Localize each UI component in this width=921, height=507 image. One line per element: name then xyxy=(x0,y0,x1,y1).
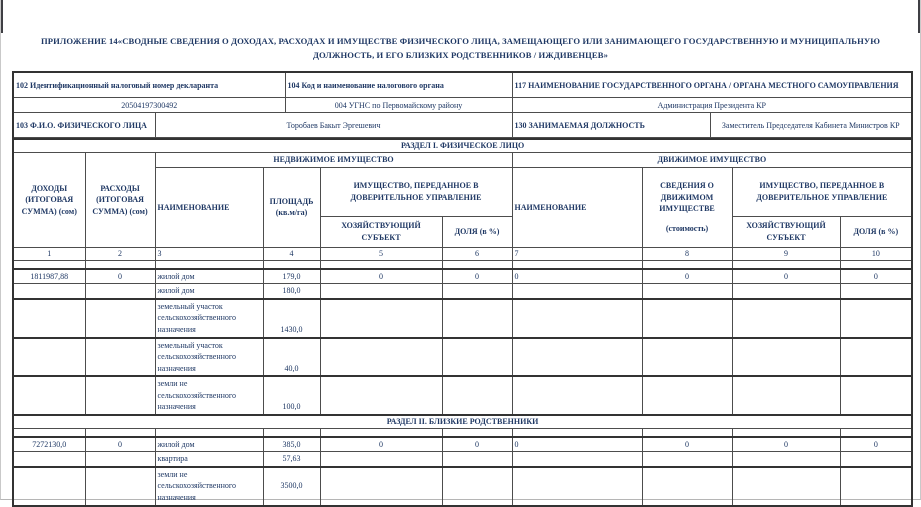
cell xyxy=(263,260,320,269)
cell xyxy=(732,299,840,338)
cell xyxy=(13,338,85,377)
col-number: 1 xyxy=(13,247,85,260)
cell xyxy=(442,284,512,299)
col-header-expenses: РАСХОДЫ (ИТОГОВАЯ СУММА) (сом) xyxy=(85,152,155,247)
cell xyxy=(155,260,263,269)
column-numbers-row xyxy=(13,247,912,260)
cell: 57,63 xyxy=(263,452,320,467)
cell: 179,0 xyxy=(263,269,320,284)
field-117-label: 117 НАИМЕНОВАНИЕ ГОСУДАРСТВЕННОГО ОРГАНА / ОРГАНА МЕСТНОГО САМОУПРАВЛЕНИЯ xyxy=(512,72,912,98)
col-header-incomes: ДОХОДЫ (ИТОГОВАЯ СУММА) (сом) xyxy=(13,152,85,247)
cell xyxy=(840,428,912,437)
table-row xyxy=(13,284,912,299)
table-row xyxy=(13,452,912,467)
cell xyxy=(263,428,320,437)
cell: жилой дом xyxy=(155,437,263,452)
col-number: 7 xyxy=(512,247,642,260)
info-labels-row xyxy=(13,72,912,98)
cell xyxy=(840,284,912,299)
cell xyxy=(732,284,840,299)
col-number: 8 xyxy=(642,247,732,260)
col-number: 10 xyxy=(840,247,912,260)
field-117-value: Администрация Президента КР xyxy=(512,98,912,113)
cell xyxy=(155,428,263,437)
cell: 3500,0 xyxy=(263,467,320,506)
cell xyxy=(442,299,512,338)
cell xyxy=(85,452,155,467)
cell xyxy=(732,376,840,415)
cell xyxy=(85,299,155,338)
col-header-name-movable: НАИМЕНОВАНИЕ xyxy=(512,167,642,247)
cell: 0 xyxy=(320,269,442,284)
cell xyxy=(320,428,442,437)
cell: 0 xyxy=(642,269,732,284)
section-1-title: РАЗДЕЛ I. ФИЗИЧЕСКОЕ ЛИЦО xyxy=(13,139,912,152)
cell: квартира xyxy=(155,452,263,467)
group-header-trust-movable: ИМУЩЕСТВО, ПЕРЕДАННОЕ В ДОВЕРИТЕЛЬНОЕ УПРАВЛЕНИЕ xyxy=(732,167,912,216)
cell xyxy=(320,376,442,415)
field-102-label: 102 Идентификационный налоговый номер декларанта xyxy=(13,72,285,98)
section-1-rows xyxy=(13,260,912,415)
table-row xyxy=(13,338,912,377)
cell: земельный участок сельскохозяйственного назначения xyxy=(155,338,263,377)
table-row xyxy=(13,260,912,269)
cell xyxy=(13,428,85,437)
cell xyxy=(442,452,512,467)
window-edge-right xyxy=(918,0,920,33)
cell xyxy=(85,428,155,437)
col-header-entity-movable: ХОЗЯЙСТВУЮЩИЙ СУБЪЕКТ xyxy=(732,216,840,247)
cell: 40,0 xyxy=(263,338,320,377)
col-header-area: ПЛОЩАДЬ (кв.м/га) xyxy=(263,167,320,247)
cell xyxy=(642,299,732,338)
col-number: 9 xyxy=(732,247,840,260)
cell xyxy=(512,299,642,338)
field-130-value: Заместитель Председателя Кабинета Министров КР xyxy=(710,113,912,138)
movable-info-label: СВЕДЕНИЯ О ДВИЖИМОМ ИМУЩЕСТВЕ xyxy=(659,181,715,214)
cell xyxy=(442,376,512,415)
cell xyxy=(840,452,912,467)
col-number: 4 xyxy=(263,247,320,260)
cell xyxy=(732,338,840,377)
cell xyxy=(512,428,642,437)
cell xyxy=(642,284,732,299)
cell xyxy=(732,428,840,437)
cell: земли не сельскохозяйственного назначения xyxy=(155,467,263,506)
cell: 0 xyxy=(512,269,642,284)
cell xyxy=(732,260,840,269)
col-number: 3 xyxy=(155,247,263,260)
cell xyxy=(85,260,155,269)
cell xyxy=(320,284,442,299)
cell: 7272130,0 xyxy=(13,437,85,452)
cell xyxy=(13,299,85,338)
cell xyxy=(642,338,732,377)
section-2-header xyxy=(13,415,912,428)
cell xyxy=(442,428,512,437)
cell: 0 xyxy=(642,437,732,452)
property-table xyxy=(12,138,913,506)
cell: 0 xyxy=(732,437,840,452)
declarant-info-table xyxy=(12,71,913,138)
info-values-row xyxy=(13,98,912,113)
group-header-movable: ДВИЖИМОЕ ИМУЩЕСТВО xyxy=(512,152,912,167)
cell: жилой дом xyxy=(155,284,263,299)
cell xyxy=(320,452,442,467)
cell: 0 xyxy=(512,437,642,452)
group-header-immovable: НЕДВИЖИМОЕ ИМУЩЕСТВО xyxy=(155,152,512,167)
cell: 1430,0 xyxy=(263,299,320,338)
table-row xyxy=(13,299,912,338)
table-row xyxy=(13,376,912,415)
cell xyxy=(642,376,732,415)
cell xyxy=(13,260,85,269)
cell: 0 xyxy=(442,269,512,284)
cell xyxy=(512,260,642,269)
cell: жилой дом xyxy=(155,269,263,284)
col-number: 5 xyxy=(320,247,442,260)
cell xyxy=(512,284,642,299)
cell xyxy=(85,376,155,415)
cell: 0 xyxy=(85,269,155,284)
cell xyxy=(642,260,732,269)
cell: 180,0 xyxy=(263,284,320,299)
cell xyxy=(642,428,732,437)
cell xyxy=(320,260,442,269)
cell xyxy=(840,260,912,269)
cell xyxy=(85,284,155,299)
col-number: 2 xyxy=(85,247,155,260)
cell: 0 xyxy=(840,269,912,284)
field-104-label: 104 Код и наименование налогового органа xyxy=(285,72,512,98)
section-1-header xyxy=(13,139,912,152)
cell: 1811987,88 xyxy=(13,269,85,284)
field-102-value: 20504197300492 xyxy=(13,98,285,113)
cell: 0 xyxy=(442,437,512,452)
col-header-share-movable: ДОЛЯ (в %) xyxy=(840,216,912,247)
field-130-label: 130 ЗАНИМАЕМАЯ ДОЛЖНОСТЬ xyxy=(512,113,710,138)
cell xyxy=(320,338,442,377)
table-row xyxy=(13,428,912,437)
cell xyxy=(512,452,642,467)
col-header-name-immovable: НАИМЕНОВАНИЕ xyxy=(155,167,263,247)
col-header-share-immovable: ДОЛЯ (в %) xyxy=(442,216,512,247)
cell: 100,0 xyxy=(263,376,320,415)
window-edge-left xyxy=(1,0,3,33)
cell: земли не сельскохозяйственного назначения xyxy=(155,376,263,415)
cell xyxy=(840,338,912,377)
cell xyxy=(840,376,912,415)
cell xyxy=(512,338,642,377)
field-103-label: 103 Ф.И.О. ФИЗИЧЕСКОГО ЛИЦА xyxy=(13,113,155,138)
table-row xyxy=(13,437,912,452)
cell xyxy=(512,376,642,415)
header-group-row xyxy=(13,152,912,167)
cell xyxy=(442,260,512,269)
group-header-trust-immovable: ИМУЩЕСТВО, ПЕРЕДАННОЕ В ДОВЕРИТЕЛЬНОЕ УПРАВЛЕНИЕ xyxy=(320,167,512,216)
cell xyxy=(13,376,85,415)
cell xyxy=(442,338,512,377)
cell: 0 xyxy=(85,437,155,452)
cell xyxy=(732,452,840,467)
info-person-row xyxy=(13,113,912,138)
cell: земельный участок сельскохозяйственного назначения xyxy=(155,299,263,338)
cell xyxy=(13,284,85,299)
field-103-value: Торобаев Бакыт Эргешевич xyxy=(155,113,512,138)
field-104-value: 004 УГНС по Первомайскому району xyxy=(285,98,512,113)
cell xyxy=(320,299,442,338)
cell xyxy=(85,338,155,377)
cell: 0 xyxy=(732,269,840,284)
col-number: 6 xyxy=(442,247,512,260)
table-row xyxy=(13,269,912,284)
cell xyxy=(642,452,732,467)
cell xyxy=(840,299,912,338)
cell xyxy=(13,452,85,467)
section-2-rows xyxy=(13,428,912,505)
col-header-movable-info xyxy=(642,167,732,247)
page-title: ПРИЛОЖЕНИЕ 14«СВОДНЫЕ СВЕДЕНИЯ О ДОХОДАХ, РАСХОДАХ И ИМУЩЕСТВЕ ФИЗИЧЕСКОГО ЛИЦА, ЗАМЕЩАЮЩЕГО ИЛИ ЗАНИМАЮЩЕГО ГОСУДАРСТВЕННУЮ И МУНИЦИПАЛЬНУЮ ДОЛЖНОСТЬ, И ЕГО БЛИЗКИХ РОДСТВЕННИКОВ / ИЖДИВЕНЦЕВ» xyxy=(40,36,881,61)
cell: 0 xyxy=(320,437,442,452)
section-2-title: РАЗДЕЛ II. БЛИЗКИЕ РОДСТВЕННИКИ xyxy=(13,415,912,428)
cell: 385,0 xyxy=(263,437,320,452)
cell: 0 xyxy=(840,437,912,452)
col-header-entity-immovable: ХОЗЯЙСТВУЮЩИЙ СУБЪЕКТ xyxy=(320,216,442,247)
movable-info-note: (стоимость) xyxy=(665,224,709,234)
